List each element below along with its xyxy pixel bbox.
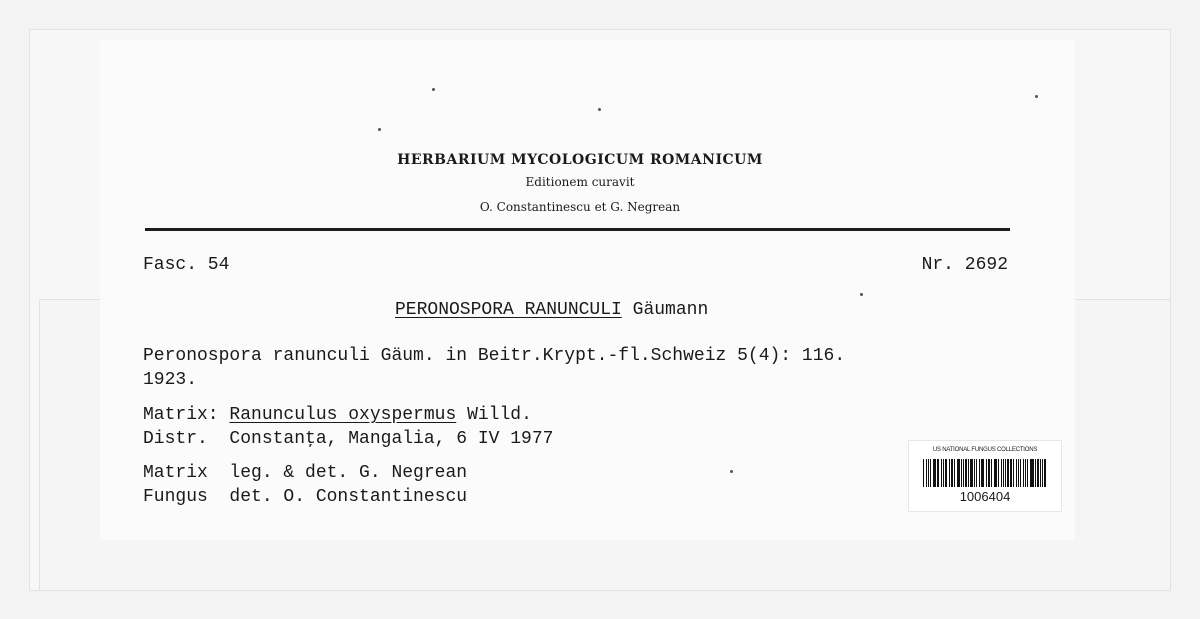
specimen-number: Nr. 2692	[921, 255, 1008, 275]
barcode-bar	[937, 459, 938, 487]
barcode-bar	[976, 459, 977, 487]
barcode-bar	[1023, 459, 1024, 487]
barcode-bar	[1027, 459, 1028, 487]
distribution-line: Distr. Constanţa, Mangalia, 6 IV 1977	[143, 429, 554, 449]
barcode-bar	[930, 459, 931, 487]
species-name: PERONOSPORA RANUNCULI	[395, 300, 622, 320]
barcode-bar	[943, 459, 944, 487]
header-divider	[145, 228, 1010, 231]
barcode-bar	[1025, 459, 1026, 487]
barcode-bar	[961, 459, 962, 487]
herbarium-title: HERBARIUM MYCOLOGICUM ROMANICUM	[397, 152, 763, 168]
barcode-bar	[965, 459, 966, 487]
barcode-label	[908, 440, 1062, 512]
barcode-bar	[949, 459, 950, 487]
barcode-bar	[1005, 459, 1006, 487]
barcode-bar	[958, 459, 959, 487]
barcode-institution: US NATIONAL FUNGUS COLLECTIONS	[932, 447, 1038, 453]
barcode-bar	[1013, 459, 1014, 487]
barcode-bar	[1030, 459, 1031, 487]
barcode-bar	[1016, 459, 1017, 487]
fascicle-number: Fasc. 54	[143, 255, 230, 275]
barcode-bar	[963, 459, 964, 487]
paper-speck	[432, 88, 435, 91]
barcode-bar	[923, 459, 924, 487]
barcode-bar	[995, 459, 996, 487]
barcode-bar	[970, 459, 972, 487]
barcode-bar	[954, 459, 955, 487]
barcode-bar	[1003, 459, 1004, 487]
matrix-line	[143, 405, 532, 425]
collector-fungus-line: Fungus det. O. Constantinescu	[143, 487, 468, 507]
barcode-bar	[1040, 459, 1041, 487]
collector-matrix-line: Matrix leg. & det. G. Negrean	[143, 463, 468, 483]
barcode-bar	[1037, 459, 1038, 487]
reference-line-2: 1923.	[143, 370, 198, 390]
barcode-bar	[933, 459, 935, 487]
barcode-bar	[1018, 459, 1019, 487]
barcode-bar	[928, 459, 929, 487]
barcode-bar	[1031, 459, 1033, 487]
species-heading	[395, 300, 708, 320]
barcode-bar	[941, 459, 942, 487]
paper-speck	[598, 108, 601, 111]
barcode-bar	[974, 459, 975, 487]
barcode-bar	[1001, 459, 1002, 487]
reference-line-1: Peronospora ranunculi Gäum. in Beitr.Krypt.-fl.Schweiz 5(4): 116.	[143, 346, 846, 366]
barcode-bar	[968, 459, 969, 487]
herbarium-editors: O. Constantinescu et G. Negrean	[479, 200, 681, 214]
paper-speck	[730, 470, 733, 473]
barcode-bars	[923, 459, 1047, 487]
barcode-bar	[1020, 459, 1021, 487]
barcode-bar	[1044, 459, 1045, 487]
barcode-bar	[988, 459, 990, 487]
barcode-bar	[945, 459, 946, 487]
barcode-bar	[981, 459, 982, 487]
matrix-host: Ranunculus oxyspermus	[229, 405, 457, 425]
barcode-bar	[979, 459, 980, 487]
paper-speck	[1035, 95, 1038, 98]
barcode-bar	[1042, 459, 1043, 487]
herbarium-subtitle: Editionem curavit	[525, 175, 635, 189]
barcode-bar	[951, 459, 953, 487]
barcode-bar	[986, 459, 987, 487]
barcode-bar	[957, 459, 958, 487]
barcode-bar	[998, 459, 999, 487]
barcode-number: 1006404	[959, 489, 1011, 504]
paper-speck	[860, 293, 863, 296]
barcode-bar	[1010, 459, 1012, 487]
paper-speck	[378, 128, 381, 131]
barcode-bar	[994, 459, 995, 487]
barcode-bar	[982, 459, 983, 487]
matrix-prefix: Matrix:	[143, 405, 230, 425]
matrix-suffix: Willd.	[456, 405, 532, 425]
barcode-bar	[991, 459, 992, 487]
species-author: Gäumann	[621, 300, 709, 320]
barcode-bar	[926, 459, 927, 487]
barcode-bar	[1007, 459, 1008, 487]
barcode-bar	[1035, 459, 1036, 487]
barcode-bar	[938, 459, 939, 487]
